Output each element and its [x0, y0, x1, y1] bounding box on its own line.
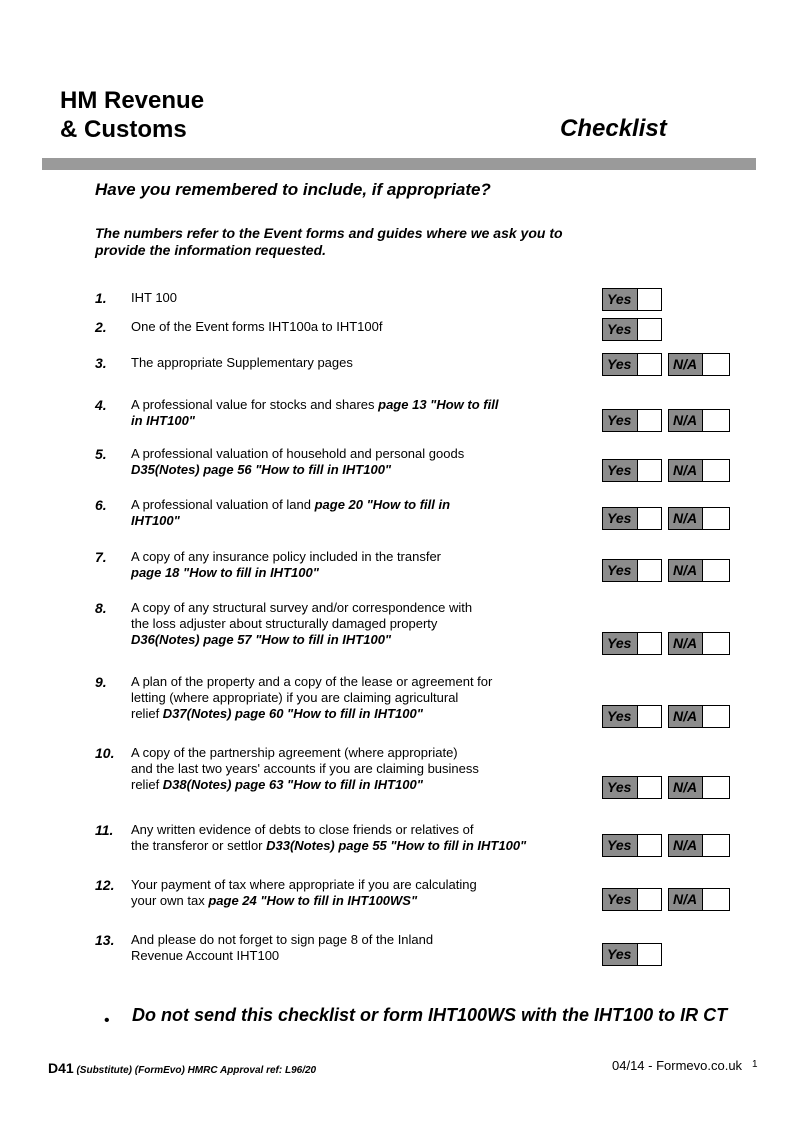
- tick-area[interactable]: [703, 835, 729, 856]
- tick-area[interactable]: [638, 633, 661, 654]
- page-number: 1: [752, 1059, 758, 1070]
- item-text-plain: relief: [131, 777, 163, 792]
- item-reference: D37(Notes) page 60 "How to fill in IHT100": [162, 706, 423, 721]
- item-text-line: [131, 355, 581, 371]
- item-reference: page 13 "How to fill: [378, 397, 499, 412]
- tick-area[interactable]: [703, 460, 729, 481]
- form-code: D41: [48, 1060, 74, 1076]
- item-text-line: [131, 932, 581, 948]
- item-text-line: [131, 838, 581, 854]
- na-label: N/A: [669, 460, 703, 481]
- na-checkbox[interactable]: [668, 507, 730, 530]
- na-label: N/A: [669, 777, 703, 798]
- yes-checkbox[interactable]: [602, 834, 662, 857]
- item-text-line: [131, 745, 581, 761]
- item-text-plain: One of the Event forms IHT100a to IHT100f: [131, 319, 383, 334]
- item-text: [131, 290, 581, 306]
- item-text: [131, 497, 581, 529]
- na-checkbox[interactable]: [668, 559, 730, 582]
- item-text-plain: A plan of the property and a copy of the lease or agreement for: [131, 674, 493, 689]
- footer-version: 04/14 - Formevo.co.uk: [612, 1058, 743, 1073]
- item-number: 12.: [95, 877, 115, 893]
- na-label: N/A: [669, 633, 703, 654]
- item-text: [131, 549, 581, 581]
- item-text-plain: IHT 100: [131, 290, 178, 305]
- item-reference: D33(Notes) page 55 "How to fill in IHT100": [266, 838, 527, 853]
- item-text-line: [131, 397, 581, 413]
- item-text-line: [131, 319, 581, 335]
- item-text-plain: your own tax: [131, 893, 209, 908]
- yes-label: Yes: [603, 354, 638, 375]
- yes-checkbox[interactable]: [602, 943, 662, 966]
- item-text: [131, 932, 581, 964]
- item-text: [131, 319, 581, 335]
- item-text-plain: A professional valuation of land: [131, 497, 315, 512]
- yes-checkbox[interactable]: [602, 353, 662, 376]
- na-label: N/A: [669, 410, 703, 431]
- yes-label: Yes: [603, 289, 638, 310]
- item-text-plain: Any written evidence of debts to close friends or relatives of: [131, 822, 474, 837]
- org-name-line1: HM Revenue: [60, 87, 205, 114]
- item-number: 6.: [95, 497, 107, 513]
- yes-label: Yes: [603, 410, 638, 431]
- yes-label: Yes: [603, 633, 638, 654]
- yes-checkbox[interactable]: [602, 559, 662, 582]
- tick-area[interactable]: [638, 706, 661, 727]
- item-text-plain: letting (where appropriate) if you are claiming agricultural: [131, 690, 459, 705]
- yes-label: Yes: [603, 560, 638, 581]
- item-text-plain: A copy of any structural survey and/or correspondence with: [131, 600, 473, 615]
- item-text-line: [131, 290, 581, 306]
- yes-checkbox[interactable]: [602, 507, 662, 530]
- yes-checkbox[interactable]: [602, 776, 662, 799]
- item-text-plain: And please do not forget to sign page 8 of the Inland: [131, 932, 434, 947]
- tick-area[interactable]: [638, 889, 661, 910]
- item-reference: D36(Notes) page 57 "How to fill in IHT100": [131, 632, 392, 647]
- item-text-plain: the transferor or settlor: [131, 838, 267, 853]
- tick-area[interactable]: [638, 319, 661, 340]
- item-number: 7.: [95, 549, 107, 565]
- org-name: [60, 86, 204, 144]
- item-text-line: [131, 616, 581, 632]
- yes-checkbox[interactable]: [602, 888, 662, 911]
- item-reference: in IHT100": [131, 413, 195, 428]
- na-label: N/A: [669, 354, 703, 375]
- tick-area[interactable]: [703, 889, 729, 910]
- item-text-line: [131, 565, 581, 581]
- item-text-line: [131, 632, 581, 648]
- na-checkbox[interactable]: [668, 776, 730, 799]
- na-checkbox[interactable]: [668, 409, 730, 432]
- tick-area[interactable]: [638, 777, 661, 798]
- footer-form-ref: [48, 1060, 316, 1076]
- form-approval-note: (Substitute) (FormEvo) HMRC Approval ref: L96/20: [76, 1065, 317, 1076]
- tick-area[interactable]: [638, 354, 661, 375]
- yes-label: Yes: [603, 777, 638, 798]
- item-text-plain: A professional valuation of household and personal goods: [131, 446, 465, 461]
- item-text-line: [131, 674, 581, 690]
- na-label: N/A: [669, 560, 703, 581]
- item-text-line: [131, 777, 581, 793]
- yes-label: Yes: [603, 889, 638, 910]
- na-checkbox[interactable]: [668, 632, 730, 655]
- intro-line-2: provide the information requested.: [95, 242, 327, 258]
- yes-checkbox[interactable]: [602, 459, 662, 482]
- tick-area[interactable]: [638, 410, 661, 431]
- yes-label: Yes: [603, 319, 638, 340]
- item-text: [131, 397, 581, 429]
- tick-area[interactable]: [703, 777, 729, 798]
- item-text-line: [131, 446, 581, 462]
- item-number: 1.: [95, 290, 107, 306]
- item-number: 2.: [95, 319, 107, 335]
- yes-label: Yes: [603, 835, 638, 856]
- yes-label: Yes: [603, 706, 638, 727]
- na-checkbox[interactable]: [668, 459, 730, 482]
- item-number: 9.: [95, 674, 107, 690]
- bullet-icon: •: [104, 1012, 110, 1029]
- item-text-line: [131, 462, 581, 478]
- item-number: 13.: [95, 932, 115, 948]
- tick-area[interactable]: [703, 354, 729, 375]
- item-number: 5.: [95, 446, 107, 462]
- yes-checkbox[interactable]: [602, 288, 662, 311]
- tick-area[interactable]: [638, 289, 661, 310]
- item-text-line: [131, 549, 581, 565]
- item-reference: page 20 "How to fill in: [314, 497, 451, 512]
- intro-text: [95, 225, 655, 259]
- item-text-line: [131, 600, 581, 616]
- na-checkbox[interactable]: [668, 888, 730, 911]
- item-text-plain: and the last two years' accounts if you are claiming business: [131, 761, 479, 776]
- item-text-line: [131, 761, 581, 777]
- item-text: [131, 355, 581, 371]
- na-label: N/A: [669, 889, 703, 910]
- na-label: N/A: [669, 835, 703, 856]
- na-checkbox[interactable]: [668, 353, 730, 376]
- item-number: 11.: [95, 822, 114, 838]
- document-title: Checklist: [560, 115, 667, 142]
- item-reference: D35(Notes) page 56 "How to fill in IHT100": [131, 462, 392, 477]
- item-text-line: [131, 877, 581, 893]
- na-label: N/A: [669, 706, 703, 727]
- item-text-line: [131, 822, 581, 838]
- item-text-plain: Your payment of tax where appropriate if you are calculating: [131, 877, 477, 892]
- item-text-plain: A professional value for stocks and shares: [131, 397, 379, 412]
- na-label: N/A: [669, 508, 703, 529]
- yes-label: Yes: [603, 508, 638, 529]
- yes-label: Yes: [603, 460, 638, 481]
- item-text: [131, 822, 581, 854]
- na-checkbox[interactable]: [668, 705, 730, 728]
- item-text-plain: the loss adjuster about structurally damaged property: [131, 616, 438, 631]
- item-text-line: [131, 513, 581, 529]
- header-rule: [42, 158, 756, 170]
- yes-checkbox[interactable]: [602, 318, 662, 341]
- item-reference: page 24 "How to fill in IHT100WS": [208, 893, 418, 908]
- item-text-line: [131, 497, 581, 513]
- item-text-plain: Revenue Account IHT100: [131, 948, 280, 963]
- tick-area[interactable]: [703, 560, 729, 581]
- item-text-plain: A copy of any insurance policy included in the transfer: [131, 549, 442, 564]
- item-text-plain: The appropriate Supplementary pages: [131, 355, 353, 370]
- item-number: 4.: [95, 397, 107, 413]
- yes-checkbox[interactable]: [602, 705, 662, 728]
- yes-checkbox[interactable]: [602, 632, 662, 655]
- item-text: [131, 745, 581, 793]
- item-text: [131, 674, 581, 722]
- tick-area[interactable]: [703, 508, 729, 529]
- item-text-line: [131, 706, 581, 722]
- item-text-line: [131, 948, 581, 964]
- tick-area[interactable]: [638, 944, 661, 965]
- tick-area[interactable]: [703, 633, 729, 654]
- item-reference: D38(Notes) page 63 "How to fill in IHT100": [162, 777, 423, 792]
- item-number: 3.: [95, 355, 107, 371]
- item-text-plain: A copy of the partnership agreement (where appropriate): [131, 745, 458, 760]
- tick-area[interactable]: [638, 460, 661, 481]
- item-number: 8.: [95, 600, 107, 616]
- tick-area[interactable]: [638, 835, 661, 856]
- yes-checkbox[interactable]: [602, 409, 662, 432]
- item-text-plain: relief: [131, 706, 163, 721]
- tick-area[interactable]: [638, 560, 661, 581]
- na-checkbox[interactable]: [668, 834, 730, 857]
- tick-area[interactable]: [703, 706, 729, 727]
- org-name-line2: & Customs: [60, 116, 187, 143]
- item-text: [131, 446, 581, 478]
- checklist-heading: Have you remembered to include, if appropriate?: [95, 180, 491, 199]
- item-reference: page 18 "How to fill in IHT100": [131, 565, 319, 580]
- intro-line-1: The numbers refer to the Event forms and guides where we ask you to: [95, 225, 563, 241]
- item-reference: IHT100": [131, 513, 180, 528]
- tick-area[interactable]: [703, 410, 729, 431]
- tick-area[interactable]: [638, 508, 661, 529]
- yes-label: Yes: [603, 944, 638, 965]
- item-text-line: [131, 690, 581, 706]
- item-text-line: [131, 413, 581, 429]
- item-text-line: [131, 893, 581, 909]
- notice-text: Do not send this checklist or form IHT100WS with the IHT100 to IR CT: [132, 1005, 728, 1025]
- item-number: 10.: [95, 745, 115, 761]
- item-text: [131, 600, 581, 648]
- item-text: [131, 877, 581, 909]
